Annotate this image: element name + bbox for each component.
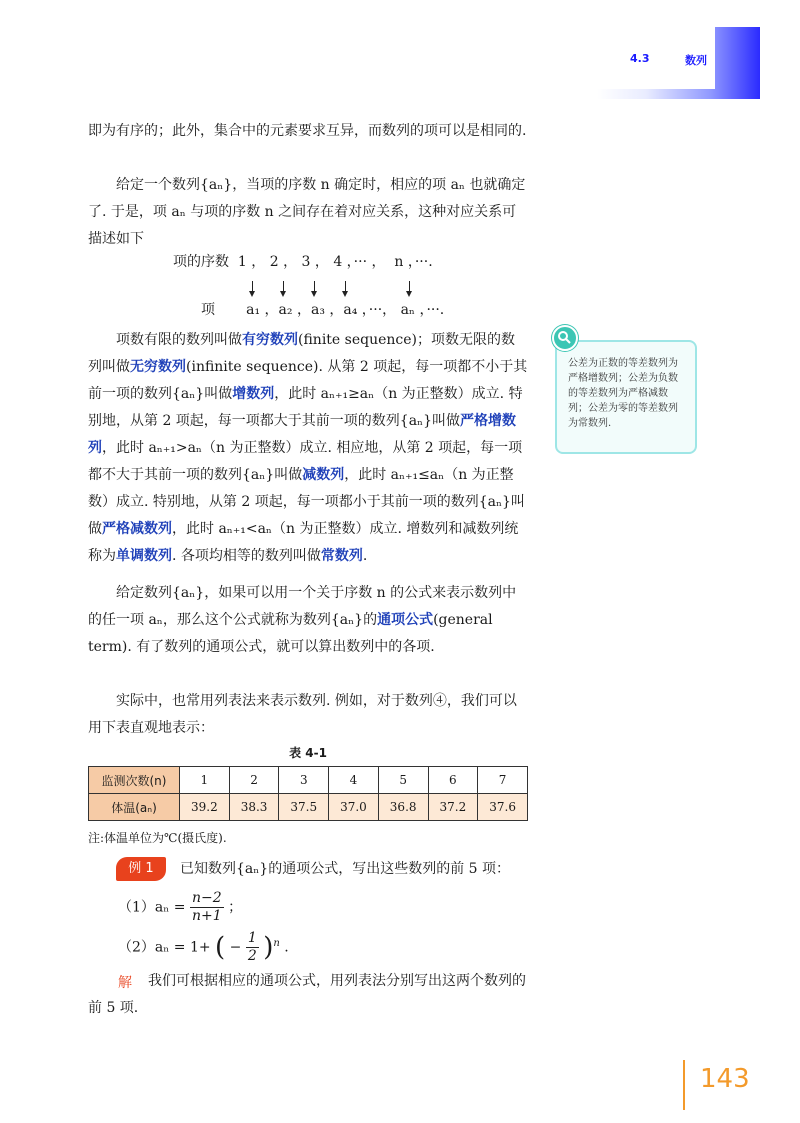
solution-text: 我们可根据相应的通项公式，用列表法分别写出这两个数列的前 5 项. xyxy=(88,973,526,1016)
paragraph-2: 给定一个数列{aₙ}，当项的序数 n 确定时，相应的项 aₙ 也就确定了. 于是，项 aₙ 与项的序数 n 之间存在着对应关系，这种对应关系可描述如下 xyxy=(88,177,526,247)
page-number: 143 xyxy=(700,1064,750,1094)
row-header: 体温(aₙ) xyxy=(89,794,180,821)
table-cell: 2 xyxy=(229,767,279,794)
row-header: 监测次数(n) xyxy=(89,767,180,794)
term-decreasing: 减数列 xyxy=(302,467,345,483)
section-number: 4.3 xyxy=(630,52,650,65)
term-increasing: 增数列 xyxy=(232,386,275,402)
table-cell: 3 xyxy=(279,767,329,794)
term-general-term: 通项公式 xyxy=(377,612,434,628)
down-arrow-icon xyxy=(409,281,410,293)
table-cell: 37.0 xyxy=(329,794,379,821)
down-arrow-icon xyxy=(345,281,346,293)
formula-1: （1）aₙ = $\frac{n-2}{n+1}$ ； xyxy=(118,890,243,924)
table-cell: 37.6 xyxy=(478,794,528,821)
table-cell: 37.5 xyxy=(279,794,329,821)
example-badge: 例 1 xyxy=(116,857,166,881)
term-row: 项 a₁ ，a₂ ，a₃ ，a₄ ，···， aₙ ，···. xyxy=(201,302,445,318)
term-monotonic: 单调数列 xyxy=(116,548,172,564)
paragraph-3: 项数有限的数列叫做有穷数列(finite sequence)；项数无限的数列叫做无穷数列(infinite sequence). 从第 2 项起，每一项都不小于其前一项的数列{aₙ}叫做增数列，此时 aₙ₊₁≥aₙ（n 为正整数）成立. 特别地，从第 2 项起，每一项都大于其前一项的数列{aₙ}叫做严格增数列，此时 aₙ₊₁>aₙ（n 为正整数）成立. 相应地，从第 2 项起，每一项都不大于其前一项的数列{aₙ}叫做减数列，此时 aₙ₊₁≤aₙ（n 为正整数）成立. 特别地，从第 2 项起，每一项都小于其前一项的数列{aₙ}叫做严格减数列，此时 aₙ₊₁<aₙ（n 为正整数）成立. 增数列和减数列统称为单调数列. 各项均相等的数列叫做常数列. xyxy=(88,332,528,564)
table-note: 注:体温单位为℃(摄氏度). xyxy=(88,831,227,845)
term-constant: 常数列 xyxy=(320,548,363,564)
table-cell: 4 xyxy=(329,767,379,794)
table-cell: 37.2 xyxy=(428,794,478,821)
solution-label: 解 xyxy=(118,975,132,991)
table-cell: 7 xyxy=(478,767,528,794)
table-cell: 36.8 xyxy=(378,794,428,821)
data-table xyxy=(88,766,528,821)
section-title: 数列 xyxy=(685,54,707,67)
term-infinite-sequence: 无穷数列 xyxy=(130,359,186,375)
table-cell: 6 xyxy=(428,767,478,794)
side-note-text: 公差为正数的等差数列为严格增数列；公差为负数的等差数列为严格减数列；公差为零的等差数列为常数列. xyxy=(568,358,678,429)
example-text: 已知数列{aₙ}的通项公式，写出这些数列的前 5 项： xyxy=(180,861,511,877)
table-cell: 39.2 xyxy=(180,794,230,821)
table-row xyxy=(89,794,528,821)
term-finite-sequence: 有穷数列 xyxy=(242,332,298,348)
table-row xyxy=(89,767,528,794)
paragraph-4: 给定数列{aₙ}，如果可以用一个关于序数 n 的公式来表示数列中的任一项 aₙ，那么这个公式就称为数列{aₙ}的通项公式(general term). 有了数列的通项公式，就可以算出数列中的各项. xyxy=(88,585,517,655)
formula-2: （2）aₙ = 1+ ( − $\frac{1}{2}$ )$^n$ . xyxy=(118,930,289,964)
down-arrow-icon xyxy=(252,281,253,293)
paragraph-5: 实际中，也常用列表法来表示数列. 例如，对于数列④，我们可以用下表直观地表示： xyxy=(88,693,517,736)
term-strictly-decreasing: 严格减数列 xyxy=(102,521,172,537)
down-arrow-icon xyxy=(283,281,284,293)
down-arrow-icon xyxy=(314,281,315,293)
table-cell: 38.3 xyxy=(229,794,279,821)
magnifier-icon xyxy=(552,325,578,351)
index-row: 项的序数 1 ， 2 ， 3 ， 4 ，··· ， n ，···. xyxy=(173,254,433,270)
term-strictly-increasing: 严格增数列 xyxy=(88,413,517,456)
page-number-bar xyxy=(683,1060,685,1110)
table-caption: 表 4-1 xyxy=(289,746,327,760)
table-cell: 1 xyxy=(180,767,230,794)
table-cell: 5 xyxy=(378,767,428,794)
paragraph-1: 即为有序的；此外，集合中的元素要求互异，而数列的项可以是相同的. xyxy=(88,123,527,139)
